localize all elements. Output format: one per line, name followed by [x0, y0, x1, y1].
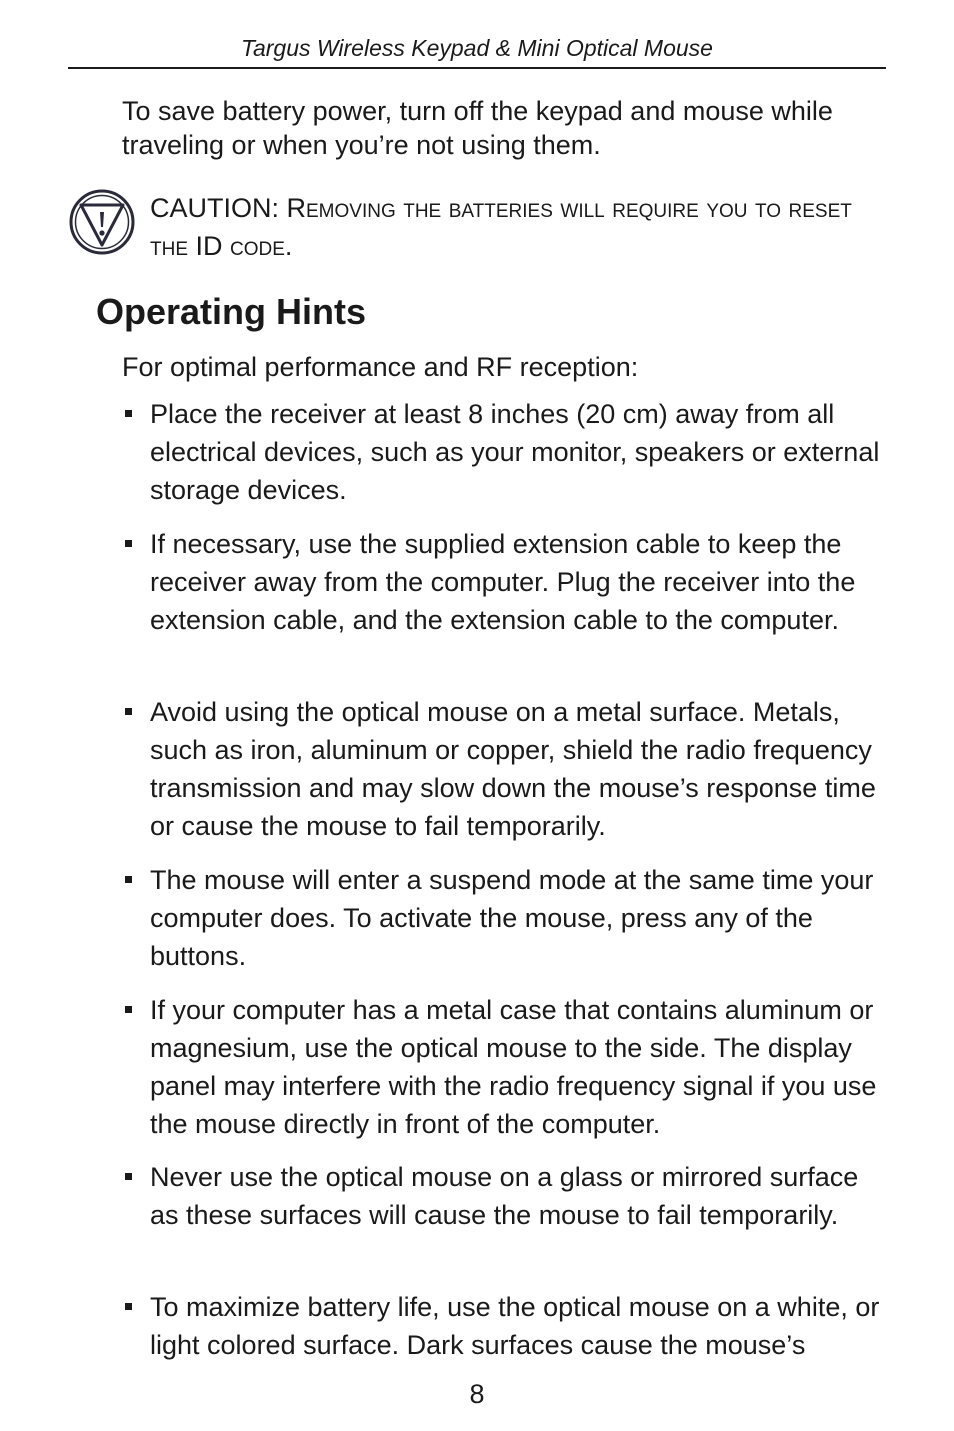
caution-text: CAUTION: Removing the batteries will require you to reset the ID code. — [150, 193, 852, 261]
list-item — [150, 395, 890, 509]
list-item — [150, 1288, 890, 1364]
hint-text: If your computer has a metal case that contains aluminum or magnesium, use the optical mouse to the side. The display panel may interfere with the radio frequency signal if you use the mouse directly in front of the computer. — [150, 995, 877, 1139]
caution-triangle-icon — [68, 188, 136, 256]
hint-text: To maximize battery life, use the optical mouse on a white, or light colored surface. Dark surfaces cause the mouse’s — [150, 1292, 880, 1360]
list-item — [150, 525, 890, 639]
running-header: Targus Wireless Keypad & Mini Optical Mouse — [241, 35, 713, 61]
bullet-icon — [125, 876, 132, 883]
hint-text: Never use the optical mouse on a glass or mirrored surface as these surfaces will cause the mouse to fail temporarily. — [150, 1162, 859, 1230]
list-item — [150, 693, 890, 845]
hint-text: Avoid using the optical mouse on a metal surface. Metals, such as iron, aluminum or copper, shield the radio frequency transmission and may slow down the mouse’s response time or cause the mouse to fail temporarily. — [150, 697, 876, 841]
list-item — [150, 861, 890, 975]
bullet-icon — [125, 1303, 132, 1310]
section-lead: For optimal performance and RF reception: — [122, 352, 639, 382]
list-item — [150, 991, 890, 1143]
bullet-icon — [125, 540, 132, 547]
section-heading: Operating Hints — [96, 291, 367, 332]
hint-text: If necessary, use the supplied extension cable to keep the receiver away from the computer. Plug the receiver into the extension cable, and the extension cable to the computer. — [150, 529, 856, 635]
bullet-icon — [125, 1006, 132, 1013]
header-rule — [68, 67, 886, 69]
hint-text: The mouse will enter a suspend mode at the same time your computer does. To activate the mouse, press any of the buttons. — [150, 865, 874, 971]
list-item — [150, 1158, 890, 1234]
bullet-icon — [125, 1173, 132, 1180]
bullet-icon — [125, 410, 132, 417]
bullet-icon — [125, 708, 132, 715]
intro-paragraph: To save battery power, turn off the keypad and mouse while traveling or when you’re not using them. — [122, 96, 833, 160]
page-number: 8 — [469, 1379, 485, 1409]
hint-text: Place the receiver at least 8 inches (20 cm) away from all electrical devices, such as your monitor, speakers or external storage devices. — [150, 399, 880, 505]
